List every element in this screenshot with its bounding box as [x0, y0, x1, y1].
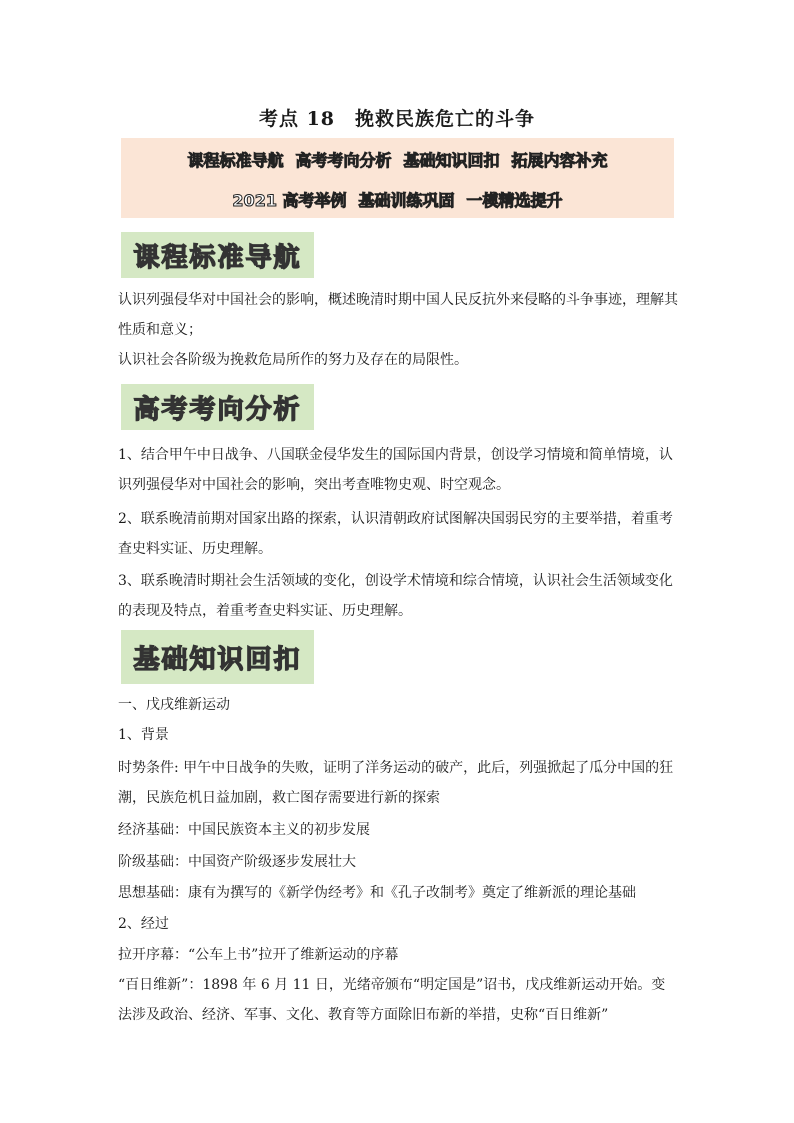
basics-line-4: 经济基础：中国民族资本主义的初步发展 [118, 822, 370, 838]
banner-row-1 [121, 148, 674, 171]
standard-paragraph-1: 认识列强侵华对中国社会的影响，概述晚清时期中国人民反抗外来侵略的斗争事迹，理解其性质和意义； [118, 292, 678, 338]
exam-paragraph-2: 2、联系晚清前期对国家出路的探索，认识清朝政府试图解决国弱民穷的主要举措，着重考查史料实证、历史理解。 [118, 511, 673, 557]
banner-link-basics[interactable]: 基础知识回扣 [403, 151, 500, 170]
banner-link-exam[interactable]: 高考考向分析 [295, 151, 392, 170]
page-title: 考点 18 挽救民族危亡的斗争 [258, 108, 536, 130]
basics-line-2: 1、背景 [118, 727, 169, 743]
standard-paragraph-2: 认识社会各阶级为挽救危局所作的努力及存在的局限性。 [118, 352, 468, 368]
banner-link-extension[interactable]: 拓展内容补充 [511, 151, 608, 170]
section-heading-label: 课程标准导航 [133, 242, 302, 273]
basics-line-9: “百日维新”：1898 年 6 月 11 日，光绪帝颁布“明定国是”诏书，戊戌维新运动开始。变法涉及政治、经济、军事、文化、教育等方面除旧布新的举措，史称“百日维新” [118, 977, 666, 1023]
banner-link-2021-examples[interactable]: 2021 高考举例 [232, 191, 347, 210]
section-heading-label: 高考考向分析 [133, 394, 302, 425]
exam-paragraph-3: 3、联系晚清时期社会生活领域的变化，创设学术情境和综合情境，认识社会生活领域变化的表现及特点，着重考查史料实证、历史理解。 [118, 573, 673, 619]
basics-line-7: 2、经过 [118, 916, 169, 932]
basics-line-6: 思想基础：康有为撰写的《新学伪经考》和《孔子改制考》奠定了维新派的理论基础 [118, 885, 636, 901]
basics-line-8: 拉开序幕：“公车上书”拉开了维新运动的序幕 [118, 947, 399, 963]
basics-line-5: 阶级基础：中国资产阶级逐步发展壮大 [118, 854, 356, 870]
section-heading-basics [121, 630, 314, 684]
banner-link-mock[interactable]: 一模精选提升 [466, 191, 563, 210]
section-heading-label: 基础知识回扣 [133, 644, 302, 675]
section-heading-standard [121, 232, 314, 278]
section-heading-exam [121, 384, 314, 430]
banner-link-standard[interactable]: 课程标准导航 [187, 151, 284, 170]
basics-line-3: 时势条件: 甲午中日战争的失败，证明了洋务运动的破产，此后，列强掀起了瓜分中国的狂潮，民族危机日益加剧，救亡图存需要进行新的探索 [118, 760, 674, 806]
exam-paragraph-1: 1、结合甲午中日战争、八国联金侵华发生的国际国内背景，创设学习情境和简单情境，认识列强侵华对中国社会的影响，突出考查唯物史观、时空观念。 [118, 447, 673, 493]
basics-line-1: 一、戊戌维新运动 [118, 697, 230, 713]
navigation-banner [121, 138, 674, 218]
banner-row-2 [121, 188, 674, 211]
banner-link-training[interactable]: 基础训练巩固 [358, 191, 455, 210]
